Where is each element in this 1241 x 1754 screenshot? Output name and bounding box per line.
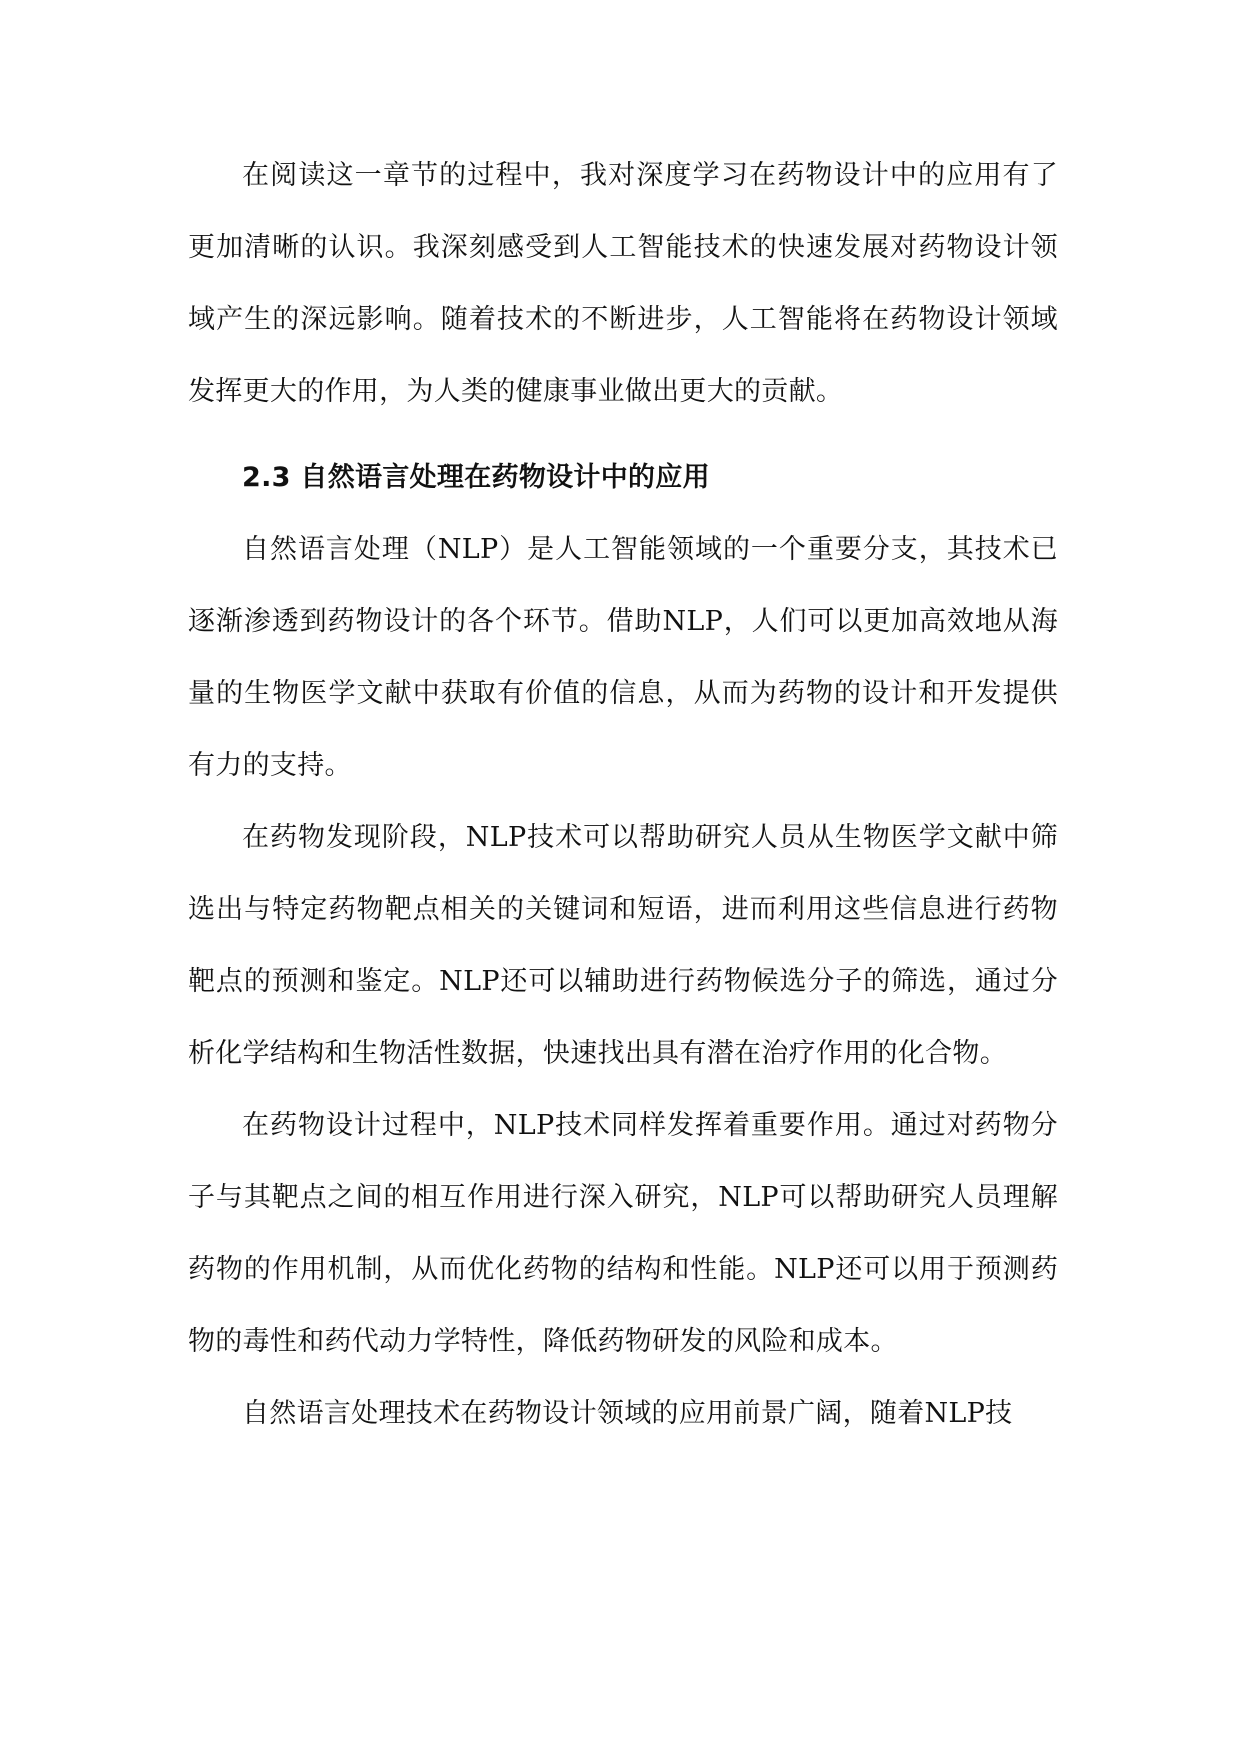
paragraph-reading-reflection: 在阅读这一章节的过程中，我对深度学习在药物设计中的应用有了更加清晰的认识。我深刻感受到人工智能技术的快速发展对药物设计领域产生的深远影响。随着技术的不断进步，人工智能将在药物设计领域发挥更大的作用，为人类的健康事业做出更大的贡献。	[188, 160, 1058, 407]
page-content	[188, 140, 1058, 1450]
paragraph-drug-discovery: 在药物发现阶段，NLP技术可以帮助研究人员从生物医学文献中筛选出与特定药物靶点相关的关键词和短语，进而利用这些信息进行药物靶点的预测和鉴定。NLP还可以辅助进行药物候选分子的筛选，通过分析化学结构和生物活性数据，快速找出具有潜在治疗作用的化合物。	[188, 822, 1058, 1069]
paragraph-drug-design-process: 在药物设计过程中，NLP技术同样发挥着重要作用。通过对药物分子与其靶点之间的相互作用进行深入研究，NLP可以帮助研究人员理解药物的作用机制，从而优化药物的结构和性能。NLP还可以用于预测药物的毒性和药代动力学特性，降低药物研发的风险和成本。	[188, 1110, 1058, 1357]
paragraph-nlp-outlook: 自然语言处理技术在药物设计领域的应用前景广阔，随着NLP技	[242, 1398, 1013, 1429]
section-heading: 2.3 自然语言处理在药物设计中的应用	[242, 462, 710, 493]
paragraph-nlp-intro: 自然语言处理（NLP）是人工智能领域的一个重要分支，其技术已逐渐渗透到药物设计的各个环节。借助NLP，人们可以更加高效地从海量的生物医学文献中获取有价值的信息，从而为药物的设计和开发提供有力的支持。	[188, 534, 1058, 781]
